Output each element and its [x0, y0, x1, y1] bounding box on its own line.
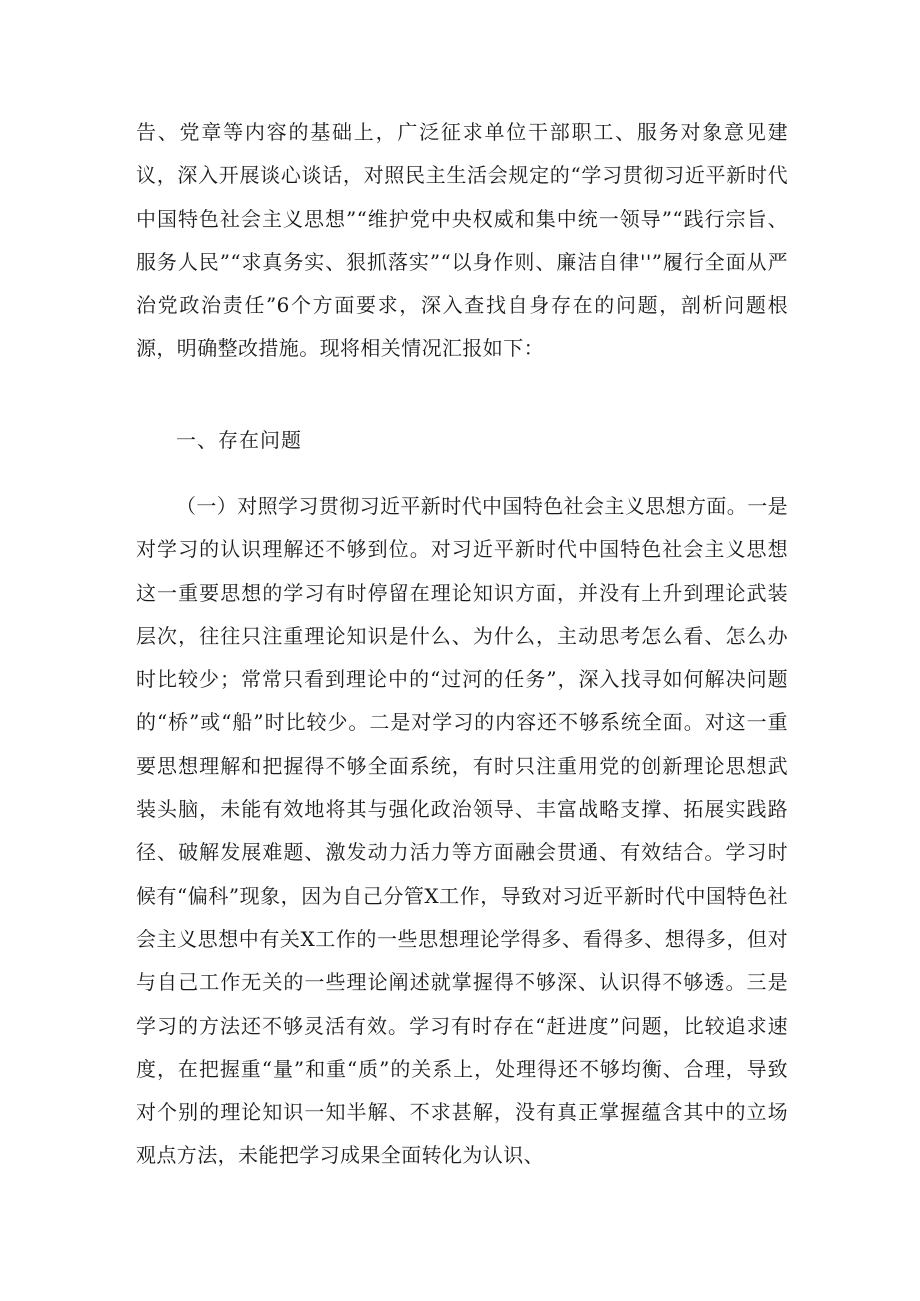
intro-paragraph: 告、党章等内容的基础上，广泛征求单位干部职工、服务对象意见建议，深入开展谈心谈话，对照民主生活会规定的“学习贯彻习近平新时代中国特色社会主义思想”“维护党中央权威和集中统一领导”“践行宗旨、服务人民”“求真务实、狠抓落实”“以身作则、廉洁自律''”履行全面从严治党政治责任”6个方面要求，深入查找自身存在的问题，剖析问题根源，明确整改措施。现将相关情况汇报如下： [136, 120, 788, 361]
section-paragraph: （一）对照学习贯彻习近平新时代中国特色社会主义思想方面。一是对学习的认识理解还不够到位。对习近平新时代中国特色社会主义思想这一重要思想的学习有时停留在理论知识方面，并没有上升到理论武装层次，往往只注重理论知识是什么、为什么，主动思考怎么看、怎么办时比较少；常常只看到理论中的“过河的任务”，深入找寻如何解决问题的“桥”或“船”时比较少。二是对学习的内容还不够系统全面。对这一重要思想理解和把握得不够全面系统，有时只注重用党的创新理论思想武装头脑，未能有效地将其与强化政治领导、丰富战略支撑、拓展实践路径、破解发展难题、激发动力活力等方面融会贯通、有效结合。学习时候有“偏科”现象，因为自己分管X工作，导致对习近平新时代中国特色社会主义思想中有关X工作的一些思想理论学得多、看得多、想得多，但对与自己工作无关的一些理论阐述就掌握得不够深、认识得不够透。三是学习的方法还不够灵活有效。学习有时存在“赶进度”问题，比较追求速度，在把握重“量”和重“质”的关系上，处理得还不够均衡、合理，导致对个别的理论知识一知半解、不求甚解，没有真正掌握蕴含其中的立场观点方法，未能把学习成果全面转化为认识、 [136, 494, 788, 1168]
section-heading: 一、存在问题 [176, 428, 302, 452]
